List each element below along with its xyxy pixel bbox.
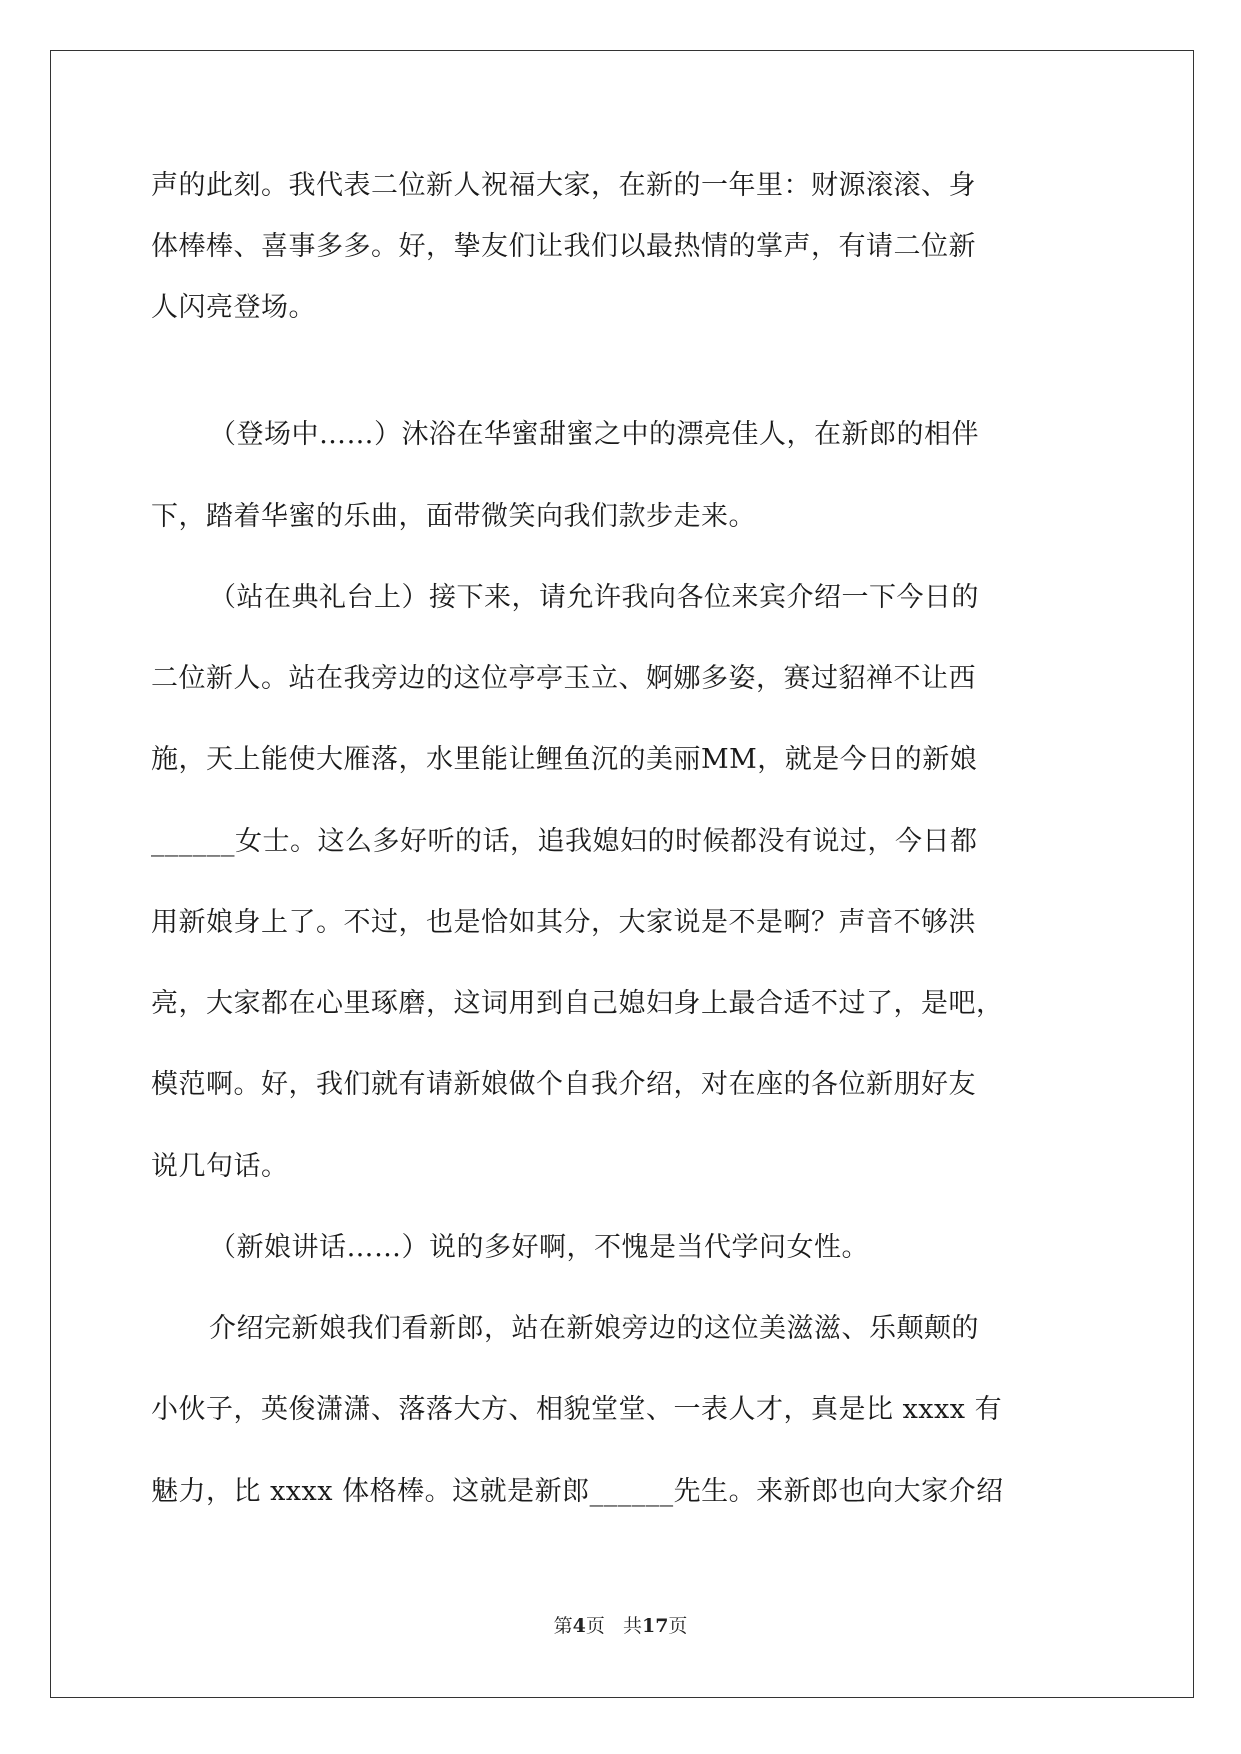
text-line: 声的此刻。我代表二位新人祝福大家，在新的一年里：财源滚滚、身	[151, 170, 976, 201]
text-line: 施，天上能使大雁落，水里能让鲤鱼沉的美丽MM，就是今日的新娘	[151, 744, 978, 775]
page-footer	[0, 1614, 1241, 1638]
current-page-number: 4	[572, 1615, 586, 1637]
text-line: 模范啊。好，我们就有请新娘做个自我介绍，对在座的各位新朋好友	[151, 1069, 976, 1100]
text-line: ______女士。这么多好听的话，追我媳妇的时候都没有说过，今日都	[151, 826, 978, 857]
footer-total-suffix: 页	[668, 1615, 688, 1637]
text-line: （站在典礼台上）接下来，请允许我向各位来宾介绍一下今日的	[209, 582, 979, 613]
text-line: 人闪亮登场。	[151, 292, 316, 323]
text-line: 体棒棒、喜事多多。好，挚友们让我们以最热情的掌声，有请二位新	[151, 231, 976, 262]
total-pages-number: 17	[641, 1615, 669, 1637]
text-line: （登场中……）沐浴在华蜜甜蜜之中的漂亮佳人，在新郎的相伴	[209, 419, 979, 450]
text-line: 小伙子，英俊潇潇、落落大方、相貌堂堂、一表人才，真是比 xxxx 有	[151, 1394, 1003, 1425]
text-line: 魅力，比 xxxx 体格棒。这就是新郎______先生。来新郎也向大家介绍	[151, 1476, 1004, 1507]
text-line: 亮，大家都在心里琢磨，这词用到自己媳妇身上最合适不过了，是吧，	[151, 988, 1004, 1019]
footer-prefix: 第	[553, 1615, 573, 1637]
text-line: （新娘讲话……）说的多好啊，不愧是当代学问女性。	[209, 1232, 869, 1263]
text-line: 说几句话。	[151, 1151, 289, 1182]
text-line: 二位新人。站在我旁边的这位亭亭玉立、婀娜多姿，赛过貂禅不让西	[151, 663, 976, 694]
text-line: 介绍完新娘我们看新郎，站在新娘旁边的这位美滋滋、乐颠颠的	[209, 1313, 979, 1344]
footer-page-suffix: 页	[585, 1615, 605, 1637]
footer-total-prefix: 共	[622, 1615, 642, 1637]
text-line: 下，踏着华蜜的乐曲，面带微笑向我们款步走来。	[151, 501, 756, 532]
text-line: 用新娘身上了。不过，也是恰如其分，大家说是不是啊？声音不够洪	[151, 907, 976, 938]
